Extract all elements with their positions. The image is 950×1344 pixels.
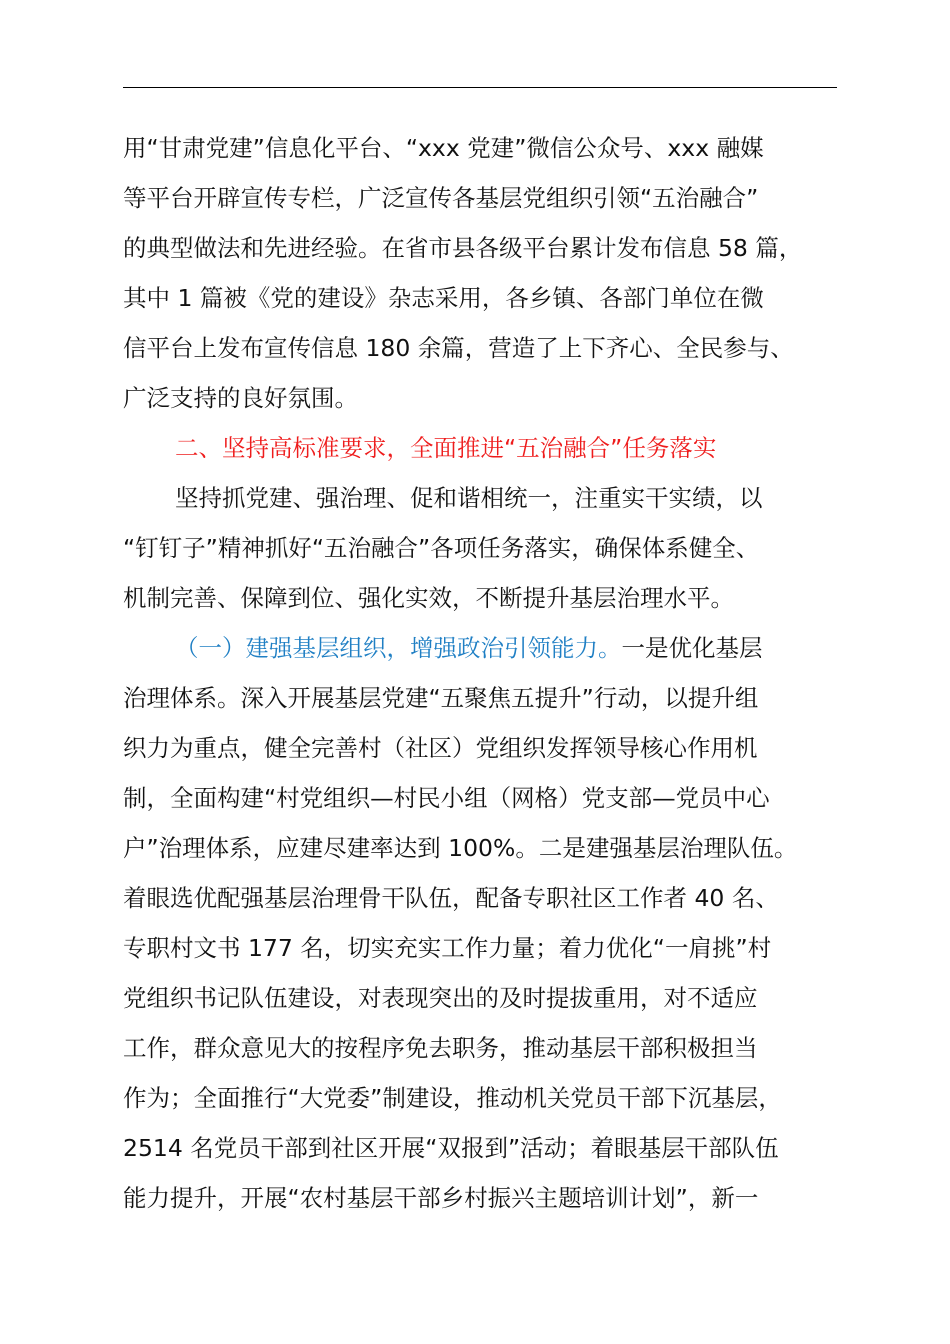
- subsection-first-text: 一是优化基层: [621, 634, 763, 662]
- text-line: 能力提升，开展“农村基层干部乡村振兴主题培训计划”，新一: [123, 1184, 759, 1212]
- text-line: 党组织书记队伍建设，对表现突出的及时提拔重用，对不适应: [123, 984, 758, 1012]
- text-line: 的典型做法和先进经验。在省市县各级平台累计发布信息 58 篇，: [123, 234, 803, 262]
- text-line: 2514 名党员干部到社区开展“双报到”活动；着眼基层干部队伍: [123, 1134, 779, 1162]
- subsection-heading-1: （一）建强基层组织，增强政治引领能力。: [175, 634, 622, 662]
- text-line: 作为；全面推行“大党委”制建设，推动机关党员干部下沉基层，: [123, 1084, 782, 1112]
- text-line: 专职村文书 177 名，切实充实工作力量；着力优化“一肩挑”村: [123, 934, 772, 962]
- text-line: 治理体系。深入开展基层党建“五聚焦五提升”行动，以提升组: [123, 684, 759, 712]
- text-line: 着眼选优配强基层治理骨干队伍，配备专职社区工作者 40 名、: [123, 884, 779, 912]
- header-rule: [123, 87, 837, 88]
- text-line: 机制完善、保障到位、强化实效，不断提升基层治理水平。: [123, 584, 734, 612]
- section-heading-2: 二、坚持高标准要求，全面推进“五治融合”任务落实: [175, 434, 717, 462]
- text-line: 用“甘肃党建”信息化平台、“xxx 党建”微信公众号、xxx 融媒: [123, 134, 764, 162]
- text-line: 户”治理体系，应建尽建率达到 100%。二是建强基层治理队伍。: [123, 834, 798, 862]
- text-line: 制，全面构建“村党组织—村民小组（网格）党支部—党员中心: [123, 784, 770, 812]
- text-line: 等平台开辟宣传专栏，广泛宣传各基层党组织引领“五治融合”: [123, 184, 759, 212]
- text-line: “钉钉子”精神抓好“五治融合”各项任务落实，确保体系健全、: [123, 534, 760, 562]
- document-body: [123, 123, 863, 1223]
- text-line: 工作，群众意见大的按程序免去职务，推动基层干部积极担当: [123, 1034, 758, 1062]
- subsection-line: [123, 623, 863, 673]
- text-line: 信平台上发布宣传信息 180 余篇，营造了上下齐心、全民参与、: [123, 334, 794, 362]
- text-line: 织力为重点，健全完善村（社区）党组织发挥领导核心作用机: [123, 734, 758, 762]
- text-line: 坚持抓党建、强治理、促和谐相统一，注重实干实绩，以: [175, 484, 763, 512]
- text-line: 其中 1 篇被《党的建设》杂志采用，各乡镇、各部门单位在微: [123, 284, 764, 312]
- text-line: 广泛支持的良好氛围。: [123, 384, 358, 412]
